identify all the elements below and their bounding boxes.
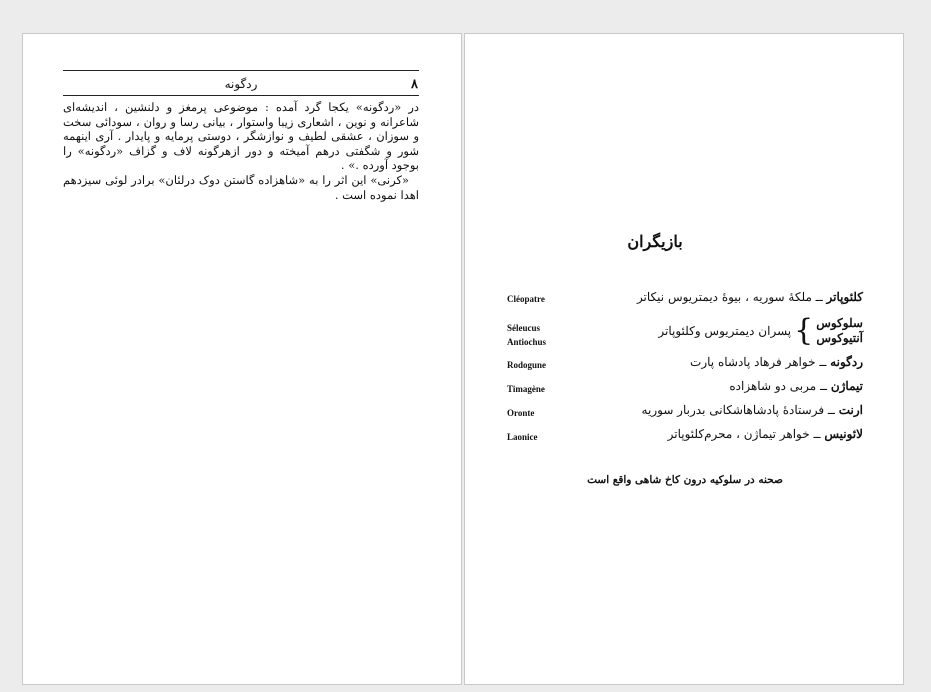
cast-name: کلئوپاتر (826, 290, 863, 304)
cast-name: ردگونه (830, 355, 863, 369)
cast-name: لائونیس (824, 427, 863, 441)
cast-latin-name: Timagène (507, 384, 545, 394)
cast-name: آنتیوکوس (816, 331, 863, 345)
cast-description: ــ خواهر تیماژن ، محرم‌کلئوپاتر (667, 427, 825, 441)
cast-description: ــ ملکهٔ سوریه ، بیوهٔ دیمتریوس نیکاتر (636, 290, 827, 304)
cast-entry-brothers (658, 313, 863, 348)
cast-description: ــ خواهر فرهاد پادشاه پارت (690, 355, 831, 369)
cast-description: ــ مربی دو شاهزاده (729, 379, 831, 393)
cast-name: سلوکوس (816, 316, 863, 330)
paragraph: در «ردگونه» یکجا گرد آمده : موضوعی پرمغز و دلنشین ، اندیشه‌ای شاعرانه و نوین ، اشعاری زیبا واستوار ، بیانی رسا و روان ، سودائی سخت و سوزان ، عشقی لطیف و نوازشگر ، دوستی پرمایه و پایدار . آری اینهمه شور و شگفتی درهم آمیخته و دور ازهرگونه لاف و گزاف «ردگونه» را بوجود آورده .» . (63, 100, 419, 173)
body-text (63, 100, 419, 202)
cast-latin-name: Rodogune (507, 360, 547, 370)
cast-entry (729, 378, 863, 394)
cast-title: بازیگران (627, 232, 683, 251)
header-top-rule (63, 70, 419, 71)
header-bottom-rule (63, 95, 419, 96)
brace-symbol: } (794, 313, 814, 348)
left-page (22, 33, 462, 685)
cast-description: پسران دیمتریوس وکلئوپاتر (658, 324, 792, 338)
scene-note: صحنه در سلوکیه درون کاخ شاهی واقع است (587, 474, 783, 486)
right-page (464, 33, 904, 685)
cast-entry (642, 402, 863, 418)
cast-entry (637, 289, 863, 305)
cast-name: ارنت (838, 403, 863, 417)
cast-latin-name: Antiochus (507, 337, 547, 347)
cast-latin-name: Laonice (507, 432, 538, 442)
cast-description: ــ فرستادهٔ پادشاهاشکانی بدربار سوریه (641, 403, 839, 417)
cast-name: تیماژن (830, 379, 863, 393)
cast-entry (690, 354, 863, 370)
brace-names (816, 316, 863, 346)
running-header-title: ردگونه (224, 77, 258, 91)
page-number: ٨ (411, 77, 418, 92)
cast-latin-name: Oronte (507, 408, 535, 418)
paragraph: «کرنی» این اثر را به «شاهزاده گاستن دوک درلئان» برادر لوئی سیزدهم اهدا نموده است . (63, 172, 419, 202)
cast-latin-name: Séleucus (507, 323, 541, 333)
cast-entry (668, 426, 863, 442)
cast-latin-name: Cléopatre (507, 294, 545, 304)
